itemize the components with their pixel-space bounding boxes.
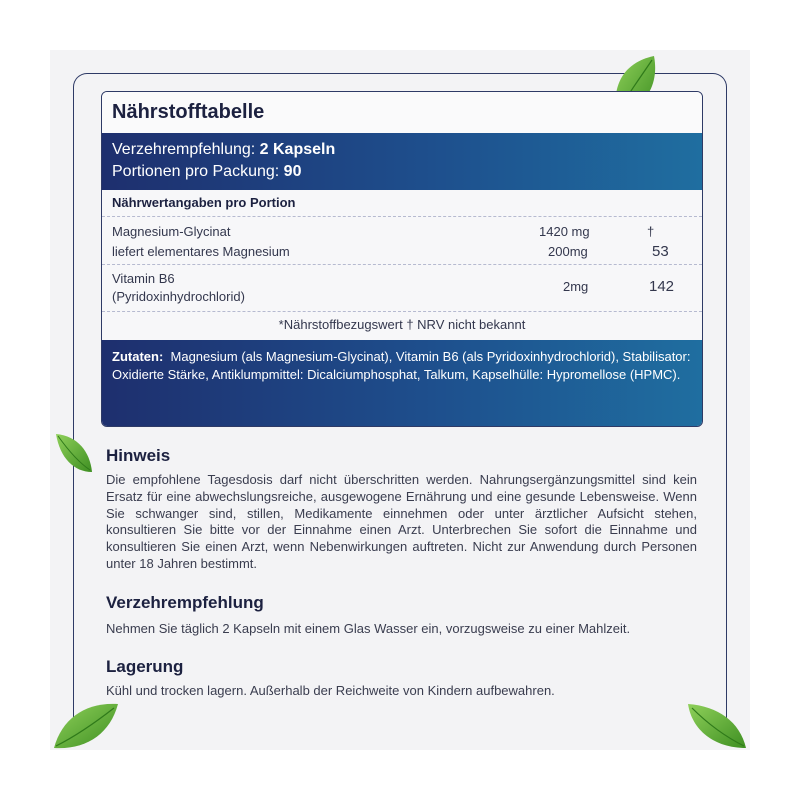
ingredients-text: Magnesium (als Magnesium-Glycinat), Vitamin B6 (als Pyridoxinhydrochlorid), Stabilisator: Oxidierte Stärke, Antiklumpmittel: Dicalciumphosphat, Talkum, Kapselhülle: Hypromellose (HPMC).: [112, 349, 691, 382]
nutrient-sub-name: liefert elementares Magnesium: [112, 244, 290, 259]
table-footnote: *Nährstoffbezugswert † NRV nicht bekannt: [278, 317, 526, 332]
section-title-verzehrempfehlung: Verzehrempfehlung: [106, 593, 264, 612]
table-subheader: Nährwertangaben pro Portion: [102, 190, 702, 217]
leaf-icon: [52, 430, 96, 476]
serving-value: 2 Kapseln: [259, 141, 336, 158]
nutrient-name: Vitamin B6: [112, 271, 175, 286]
ingredients-label: Zutaten:: [112, 349, 164, 364]
portions-value: 90: [283, 163, 302, 180]
section-text-lagerung: Kühl und trocken lagern. Außerhalb der Reichweite von Kindern aufbewahren.: [106, 683, 555, 698]
nutrient-sub-nrv: 53: [652, 243, 669, 260]
ingredients-band: [102, 340, 702, 426]
section-title-lagerung: Lagerung: [106, 657, 184, 676]
table-row: [102, 217, 702, 265]
portions-line: [112, 161, 702, 183]
table-title: Nährstofftabelle: [102, 92, 702, 133]
section-title-hinweis: Hinweis: [106, 446, 171, 465]
nutrient-name: Magnesium-Glycinat: [112, 224, 231, 239]
nutrition-table: [101, 91, 703, 427]
nutrient-amount: 1420 mg: [539, 224, 590, 239]
serving-band: [102, 133, 702, 190]
leaf-icon: [52, 700, 122, 752]
nutrient-nrv: †: [647, 224, 655, 239]
table-row: [102, 265, 702, 312]
serving-label: Verzehrempfehlung:: [112, 141, 256, 158]
portions-label: Portionen pro Packung:: [112, 163, 280, 180]
nutrient-sub-amount: 200mg: [548, 244, 588, 259]
nutrient-nrv: 142: [649, 278, 675, 295]
nutrient-sub-name: (Pyridoxinhydrochlorid): [112, 289, 245, 304]
section-text-verzehrempfehlung: Nehmen Sie täglich 2 Kapseln mit einem Glas Wasser ein, vorzugsweise zu einer Mahlzeit.: [106, 621, 631, 636]
leaf-icon: [684, 700, 750, 752]
nutrient-amount: 2mg: [563, 279, 589, 294]
serving-line: [112, 139, 702, 161]
section-text-hinweis: Die empfohlene Tagesdosis darf nicht überschritten werden. Nahrungsergänzungsmittel sind kein Ersatz für eine abwechslungsreiche, ausgewogene Ernährung und eine gesunde Lebensweise. Wenn Sie schwanger sind, stillen, Medikamente einnehmen oder unter ärztlicher Aufsicht stehen, konsultieren Sie bitte vor der Einnahme einen Arzt. Unterbrechen Sie sofort die Einnahme und konsultieren Sie einen Arzt, wenn Nebenwirkungen auftreten. Nicht zur Anwendung durch Personen unter 18 Jahren bestimmt.: [106, 472, 697, 571]
